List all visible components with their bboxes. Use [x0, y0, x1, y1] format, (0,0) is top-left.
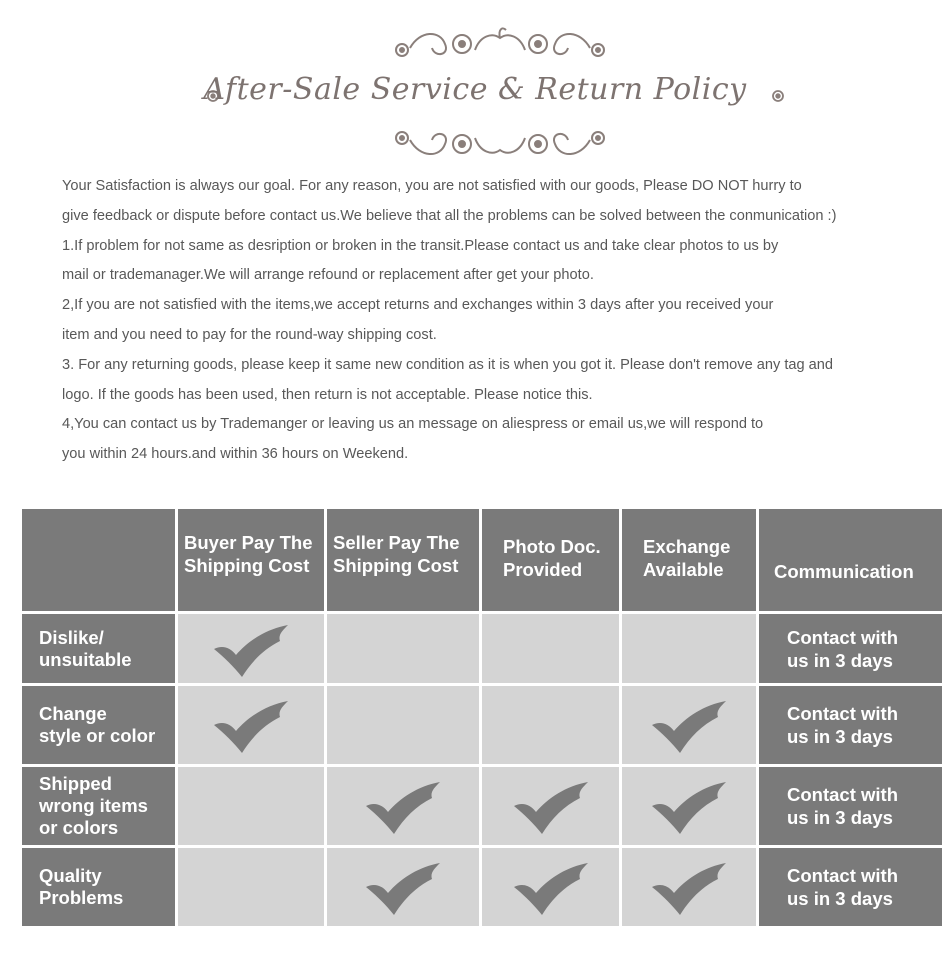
table-row-label-cell [22, 767, 175, 845]
policy-line: Your Satisfaction is always our goal. For any reason, you are not satisfied with our goods, Please DO NOT hurry to [62, 178, 802, 194]
table-header-label: Seller Pay The Shipping Cost [333, 532, 460, 576]
policy-line: 1.If problem for not same as desription or broken in the transit.Please contact us and take clear photos to us by [62, 237, 779, 254]
check-icon [652, 782, 726, 834]
policy-line: give feedback or dispute before contact us.We believe that all the problems can be solved between the conmunication :) [62, 207, 837, 224]
table-communication-cell [759, 767, 942, 845]
check-mark [512, 780, 590, 836]
communication-label: Contact with us in 3 days [787, 784, 898, 828]
communication-label: Contact with us in 3 days [787, 865, 898, 909]
table-header-label: Photo Doc. Provided [503, 536, 601, 580]
table-row-label-cell [22, 686, 175, 764]
table-cell [178, 848, 324, 926]
policy-banner [0, 0, 950, 170]
table-header-cell [759, 509, 942, 611]
check-icon [514, 863, 588, 915]
table-cell [622, 614, 756, 683]
table-cell [482, 614, 619, 683]
table-communication-cell [759, 614, 942, 683]
policy-line: 4,You can contact us by Trademanger or leaving us an message on aliespress or email us,we will respond to [62, 416, 764, 433]
check-icon [652, 701, 726, 753]
flourish-ornament-bottom-icon [396, 132, 604, 154]
check-mark [650, 780, 728, 836]
table-row-label: Quality Problems [39, 865, 124, 908]
check-mark [364, 780, 442, 836]
table-header-cell [622, 509, 756, 611]
check-mark [512, 861, 590, 917]
policy-text [62, 172, 942, 470]
flourish-ornament-icon [396, 28, 604, 56]
check-mark [212, 699, 290, 755]
check-icon [214, 625, 288, 677]
policy-line: 3. For any returning goods, please keep it same new condition as it is when you got it. Please don't remove any tag and [62, 356, 834, 373]
check-icon [214, 701, 288, 753]
table-row-label: Change style or color [39, 703, 156, 746]
check-icon [366, 782, 440, 834]
check-mark [650, 861, 728, 917]
check-icon [514, 782, 588, 834]
check-mark [650, 699, 728, 755]
table-header-cell [482, 509, 619, 611]
table-row-label: Shipped wrong items or colors [39, 773, 148, 838]
table-cell [327, 614, 479, 683]
table-header-cell [327, 509, 479, 611]
table-row-label-cell [22, 614, 175, 683]
table-header-label: Buyer Pay The Shipping Cost [184, 532, 313, 576]
table-corner-cell [22, 509, 175, 611]
check-icon [366, 863, 440, 915]
table-cell [178, 767, 324, 845]
table-row-label: Dislike/ unsuitable [39, 626, 132, 670]
table-row-label-cell [22, 848, 175, 926]
communication-label: Contact with us in 3 days [787, 703, 898, 747]
table-header-label: Communication [774, 560, 914, 582]
policy-line: logo. If the goods has been used, then return is not acceptable. Please notice this. [62, 386, 593, 403]
table-header-label: Exchange Available [643, 536, 731, 580]
table-cell [327, 686, 479, 764]
check-mark [364, 861, 442, 917]
page-title: After-Sale Service & Return Policy [203, 72, 747, 107]
policy-line: 2,If you are not satisfied with the items,we accept returns and exchanges within 3 days after you received your [62, 297, 774, 314]
communication-label: Contact with us in 3 days [787, 626, 898, 671]
policy-line: item and you need to pay for the round-way shipping cost. [62, 326, 437, 343]
table-communication-cell [759, 686, 942, 764]
table-communication-cell [759, 848, 942, 926]
table-cell [482, 686, 619, 764]
table-header-cell [178, 509, 324, 611]
policy-line: you within 24 hours.and within 36 hours on Weekend. [62, 446, 409, 463]
check-mark [212, 623, 290, 679]
check-icon [652, 863, 726, 915]
policy-line: mail or trademanager.We will arrange refound or replacement after get your photo. [62, 267, 594, 284]
return-policy-table [22, 509, 942, 926]
